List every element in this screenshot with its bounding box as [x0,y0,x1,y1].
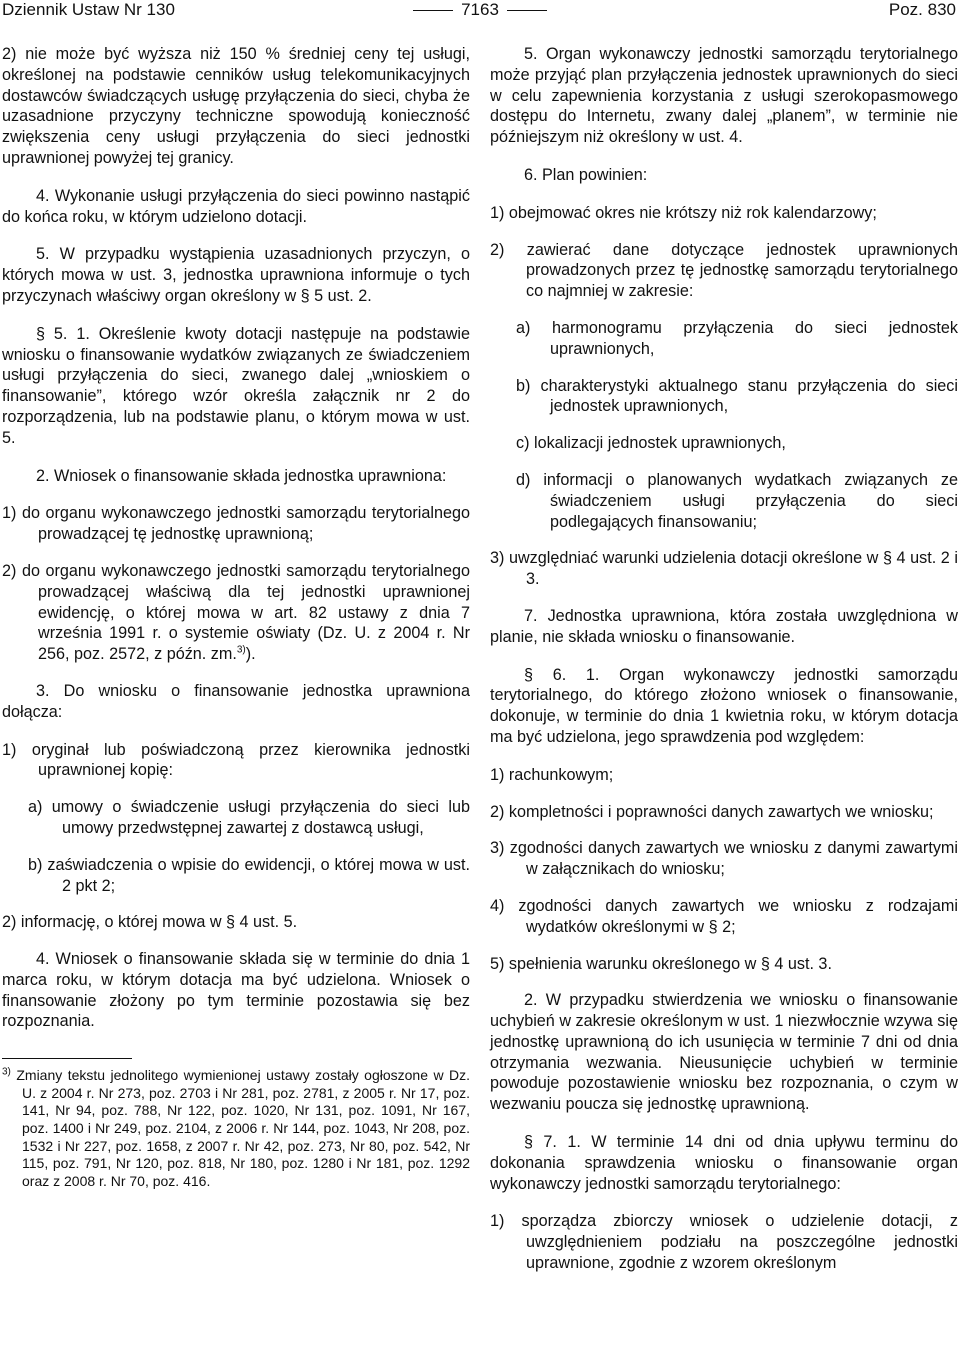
paragraph: § 6. 1. Organ wykonawczy jednostki samorządu terytorialnego, do którego złożono wniosek o finansowanie, dokonuje, w terminie do dnia 1 kwietnia roku, w którym dotacja ma być udzielona, jego sprawdzenia pod względem: [490,665,958,746]
list-item: 1) oryginał lub poświadczoną przez kierownika jednostki uprawnionej kopię: [2,740,470,780]
page-number: 7163 [0,0,960,20]
left-column [2,44,470,1190]
paragraph: 6. Plan powinien: [524,165,648,184]
sub-item: a) harmonogramu przyłączenia do sieci jednostek uprawnionych, [516,318,958,358]
paragraph: 2) nie może być wyższa niż 150 % średniej ceny tej usługi, określonej na podstawie cenników usług telekomunikacyjnych dostawców świadczących usługę przyłączenia do sieci, chyba że uzasadnione przyczyny techniczne spowodują konieczność zwiększenia ceny usługi przyłączenia do sieci jednostki uprawnionej powyżej tej granicy. [2,45,470,167]
list-item: 1) do organu wykonawczego jednostki samorządu terytorialnego prowadzącej tę jednostkę uprawnioną; [2,504,470,544]
paragraph: 5. Organ wykonawczy jednostki samorządu terytorialnego może przyjąć plan przyłączenia jednostek uprawnionych do sieci w celu zapewnienia korzystania z usługi szerokopasmowego dostępu do Internetu, zwany dalej „planem”, w terminie nie późniejszym niż określony w ust. 4. [490,45,958,147]
footnote-ref: 3) [236,644,246,656]
sub-item: b) charakterystyki aktualnego stanu przyłączenia do sieci jednostek uprawnionych, [516,376,958,416]
list-item: 3) zgodności danych zawartych we wniosku z danymi zawartymi w załącznikach do wniosku; [490,839,958,879]
paragraph: § 7. 1. W terminie 14 dni od dnia upływu terminu do dokonania sprawdzenia wniosku o finansowanie organ wykonawczy jednostki samorządu terytorialnego: [490,1133,958,1193]
sub-item: b) zaświadczenia o wpisie do ewidencji, o której mowa w ust. 2 pkt 2; [28,855,470,895]
list-item: 3) uwzględniać warunki udzielenia dotacji określone w § 4 ust. 2 i 3. [490,549,958,589]
paragraph: 4. Wykonanie usługi przyłączenia do sieci powinno nastąpić do końca roku, w którym udzielono dotacji. [2,186,470,226]
paragraph: 5. W przypadku wystąpienia uzasadnionych przyczyn, o których mowa w ust. 3, jednostka uprawniona informuje o tych przyczynach właściwy organ określony w § 5 ust. 2. [2,245,470,305]
paragraph: 2. Wniosek o finansowanie składa jednostka uprawniona: [36,466,447,485]
paragraph: 3. Do wniosku o finansowanie jednostka uprawniona dołącza: [2,681,470,721]
list-item: 2) informację, o której mowa w § 4 ust. 5. [2,913,298,932]
footnote: $^{3)}$ Zmiany tekstu jednolitego wymienionej ustawy zostały ogłoszone w Dz. U. z 2004 r. Nr 273, poz. 2703 i Nr 281, poz. 2781, z 2005 r. Nr 17, poz. 141, Nr 94, poz. 788, Nr 122, poz. 1020, Nr 131, poz. 1091, Nr 167, poz. 1400 i Nr 249, poz. 2104, z 2006 r. Nr 144, poz. 1043, Nr 208, poz. 1532 i Nr 227, poz. 1658, z 2007 r. Nr 42, poz. 273, Nr 80, poz. 542, Nr 115, poz. 791, Nr 120, poz. 818, Nr 180, poz. 1280 i Nr 181, poz. 1292 oraz z 2008 r. Nr 70, poz. 416. [2,1066,470,1189]
list-item: 1) sporządza zbiorczy wniosek o udzielenie dotacji, z uwzględnieniem podziału na poszczególne jednostki uprawnione, zgodnie z wzorem określonym [490,1212,958,1273]
list-item: 5) spełnienia warunku określonego w § 4 ust. 3. [490,954,832,973]
journal-title: Dziennik Ustaw Nr 130 [2,0,175,19]
list-item: 1) rachunkowym; [490,765,614,784]
list-item: 4) zgodności danych zawartych we wniosku z rodzajami wydatków określonymi w § 2; [490,896,958,936]
list-item: 2) kompletności i poprawności danych zawartych we wniosku; [490,802,934,821]
paragraph: 2. W przypadku stwierdzenia we wniosku o finansowanie uchybień w zakresie określonym w ust. 1 niezwłocznie wzywa się jednostkę uprawnioną do ich usunięcia w terminie 7 dni od dnia otrzymania wezwania. Nieusunięcie uchybień w terminie powoduje pozostawienie wniosku bez rozpoznania, o czym w wezwaniu poucza się jednostkę uprawnioną. [490,991,958,1114]
sub-item: d) informacji o planowanych wydatkach związanych ze świadczeniem usługi przyłączenia do sieci podlegających finansowaniu; [516,470,958,531]
sub-item: c) lokalizacji jednostek uprawnionych, [516,434,786,453]
right-column [490,44,958,1274]
sub-item: a) umowy o świadczenie usługi przyłączenia do sieci lub umowy przedwstępnej zawartej z dostawcą usługi, [28,798,470,837]
paragraph: 4. Wniosek o finansowanie składa się w terminie do dnia 1 marca roku, w którym dotacja ma być udzielona. Wniosek o finansowanie złożony po tym terminie pozostawia się bez rozpoznania. [2,950,470,1031]
list-item: 2) do organu wykonawczego jednostki samorządu terytorialnego prowadzącej właściwą dla tej jednostki uprawnionej ewidencję, o której mowa w art. 82 ustawy z dnia 7 września 1991 r. o systemie oświaty (Dz. U. z 2004 r. Nr 256, poz. 2572, z późn. zm.$^{3)}$). [2,561,470,664]
paragraph: § 5. 1. Określenie kwoty dotacji następuje na podstawie wniosku o finansowanie wydatków związanych ze świadczeniem usługi przyłączenia do sieci, zwanego dalej „wnioskiem o finansowanie”, którego wzór określa załącznik nr 2 do rozporządzenia, lub na podstawie planu, o którym mowa w ust. 5. [2,324,470,447]
list-item: 1) obejmować okres nie krótszy niż rok kalendarzowy; [490,203,877,222]
position-number: Poz. 830 [888,0,956,19]
list-item: 2) zawierać dane dotyczące jednostek uprawnionych prowadzonych przez tę jednostkę samorządu terytorialnego co najmniej w zakresie: [490,240,958,301]
paragraph: 7. Jednostka uprawniona, która została uwzględniona w planie, nie składa wniosku o finansowanie. [490,606,958,646]
footnote-rule [2,1058,132,1059]
page-header [0,0,960,22]
